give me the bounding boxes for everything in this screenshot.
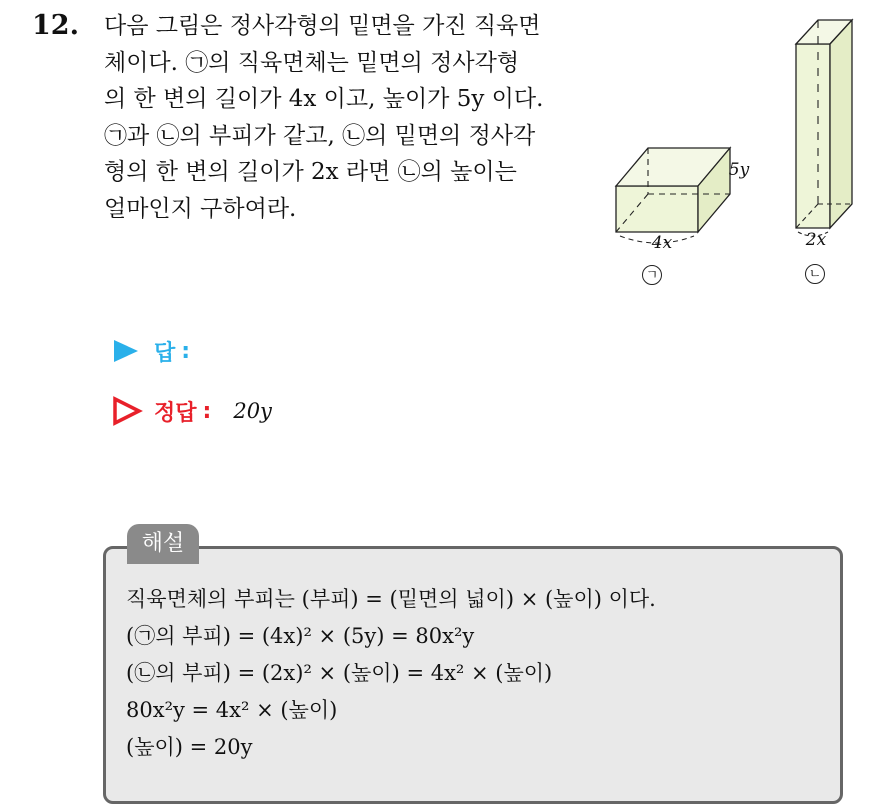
solution-tag: 해설 — [127, 524, 199, 564]
solution-line: (높이) = 20y — [126, 735, 253, 759]
question-number: 12. — [32, 10, 79, 41]
height-label-5y: 5y — [728, 160, 750, 180]
figure-cuboid-b — [792, 14, 862, 290]
correct-answer-colon: : — [202, 398, 212, 424]
figure-cuboid-a — [608, 140, 768, 290]
answer-label: 답 — [154, 340, 176, 366]
cuboid-a-front-face — [616, 186, 698, 232]
solution-box — [103, 546, 843, 804]
figure-caption-a: ㄱ — [642, 265, 662, 285]
solution-lines — [126, 581, 656, 766]
outline-triangle-icon — [110, 394, 144, 428]
edge-label-4x: 4x — [651, 233, 673, 253]
question-line: 의 한 변의 길이가 4x 이고, 높이가 5y 이다. — [104, 86, 544, 112]
play-triangle-icon — [110, 334, 144, 368]
question-line: 얼마인지 구하여라. — [104, 195, 297, 222]
question-line: 체이다. ㉠의 직육면체는 밑면의 정사각형 — [104, 49, 520, 76]
question-line: 형의 한 변의 길이가 2x 라면 ㉡의 높이는 — [104, 159, 517, 185]
edge-label-2x: 2x — [805, 230, 827, 250]
answer-blank-row — [110, 334, 190, 368]
solution-line: (㉡의 부피) = (2x)² × (높이) = 4x² × (높이) — [126, 661, 553, 685]
answer-colon: : — [181, 338, 191, 364]
question-line: ㉠과 ㉡의 부피가 같고, ㉡의 밑면의 정사각 — [104, 122, 536, 149]
correct-answer-value: 20y — [233, 399, 272, 423]
cuboid-b-side-face — [830, 20, 852, 228]
cuboid-b-front-face — [796, 44, 830, 228]
correct-answer-row — [110, 394, 272, 428]
figure-caption-b: ㄴ — [805, 264, 825, 284]
question-text — [104, 8, 594, 227]
correct-answer-label: 정답 — [154, 400, 197, 426]
solution-line: 80x²y = 4x² × (높이) — [126, 698, 338, 722]
solution-line: (㉠의 부피) = (4x)² × (5y) = 80x²y — [126, 624, 475, 648]
solution-line: 직육면체의 부피는 (부피) = (밑면의 넓이) × (높이) 이다. — [126, 587, 656, 611]
question-line: 다음 그림은 정사각형의 밑면을 가진 직육면 — [104, 13, 541, 39]
